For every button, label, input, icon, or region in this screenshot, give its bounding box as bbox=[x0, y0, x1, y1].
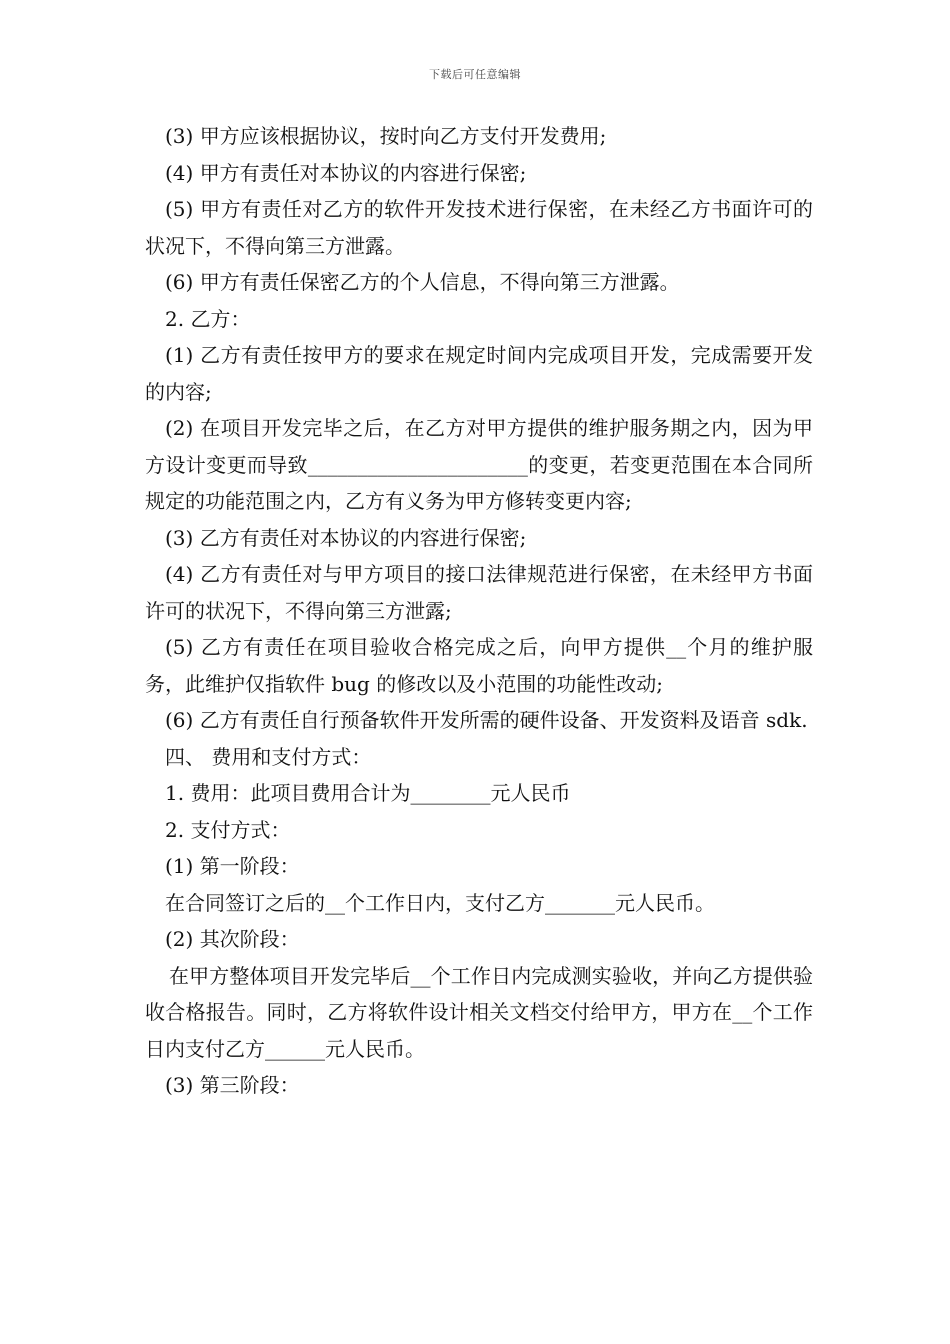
heading-stage-2: (2) 其次阶段： bbox=[165, 927, 300, 951]
paragraph-party-b-5: (5) 乙方有责任在项目验收合格完成之后，向甲方提供__个月的维护服务，此维护仅指软件 bug 的修改以及小范围的功能性改动; bbox=[145, 635, 813, 696]
paragraph-stage-1: 在合同签订之后的__个工作日内，支付乙方_______元人民币。 bbox=[165, 890, 715, 915]
paragraph-party-a-5: (5) 甲方有责任对乙方的软件开发技术进行保密，在未经乙方书面许可的状况下，不得向第三方泄露。 bbox=[145, 197, 813, 258]
paragraph-party-b-4: (4) 乙方有责任对与甲方项目的接口法律规范进行保密，在未经甲方书面许可的状况下，不得向第三方泄露; bbox=[145, 562, 813, 623]
paragraph-party-a-4: (4) 甲方有责任对本协议的内容进行保密; bbox=[165, 160, 527, 185]
section-heading-fees: 四、 费用和支付方式： bbox=[165, 744, 372, 769]
paragraph-fees-total: 1. 费用：此项目费用合计为________元人民币 bbox=[165, 781, 571, 805]
paragraph-party-a-3: (3) 甲方应该根据协议，按时向乙方支付开发费用; bbox=[165, 124, 607, 148]
heading-stage-3: (3) 第三阶段： bbox=[165, 1073, 300, 1097]
paragraph-stage-2: 在甲方整体项目开发完毕后__个工作日内完成测实验收，并向乙方提供验收合格报告。同时，乙方将软件设计相关文档交付给甲方，甲方在__个工作日内支付乙方______元人民币。 bbox=[145, 963, 813, 1061]
heading-payment-method: 2. 支付方式： bbox=[165, 817, 291, 842]
paragraph-party-b-3: (3) 乙方有责任对本协议的内容进行保密; bbox=[165, 525, 527, 550]
heading-stage-1: (1) 第一阶段： bbox=[165, 854, 300, 878]
paragraph-party-b-2: (2) 在项目开发完毕之后，在乙方对甲方提供的维护服务期之内，因为甲方设计变更而导致______________________的变更，若变更范围在本合同所规定的功能范围之内，乙方有义务为甲方修转变更内容; bbox=[145, 416, 813, 513]
paragraph-party-a-6: (6) 甲方有责任保密乙方的个人信息，不得向第三方泄露。 bbox=[165, 270, 680, 294]
heading-party-b: 2. 乙方： bbox=[165, 306, 251, 331]
paragraph-party-b-1: (1) 乙方有责任按甲方的要求在规定时间内完成项目开发，完成需要开发的内容; bbox=[145, 343, 813, 404]
document-body bbox=[145, 118, 813, 1104]
page-header: 下载后可任意编辑 bbox=[429, 68, 521, 81]
paragraph-party-b-6: (6) 乙方有责任自行预备软件开发所需的硬件设备、开发资料及语音 sdk. bbox=[165, 708, 808, 732]
